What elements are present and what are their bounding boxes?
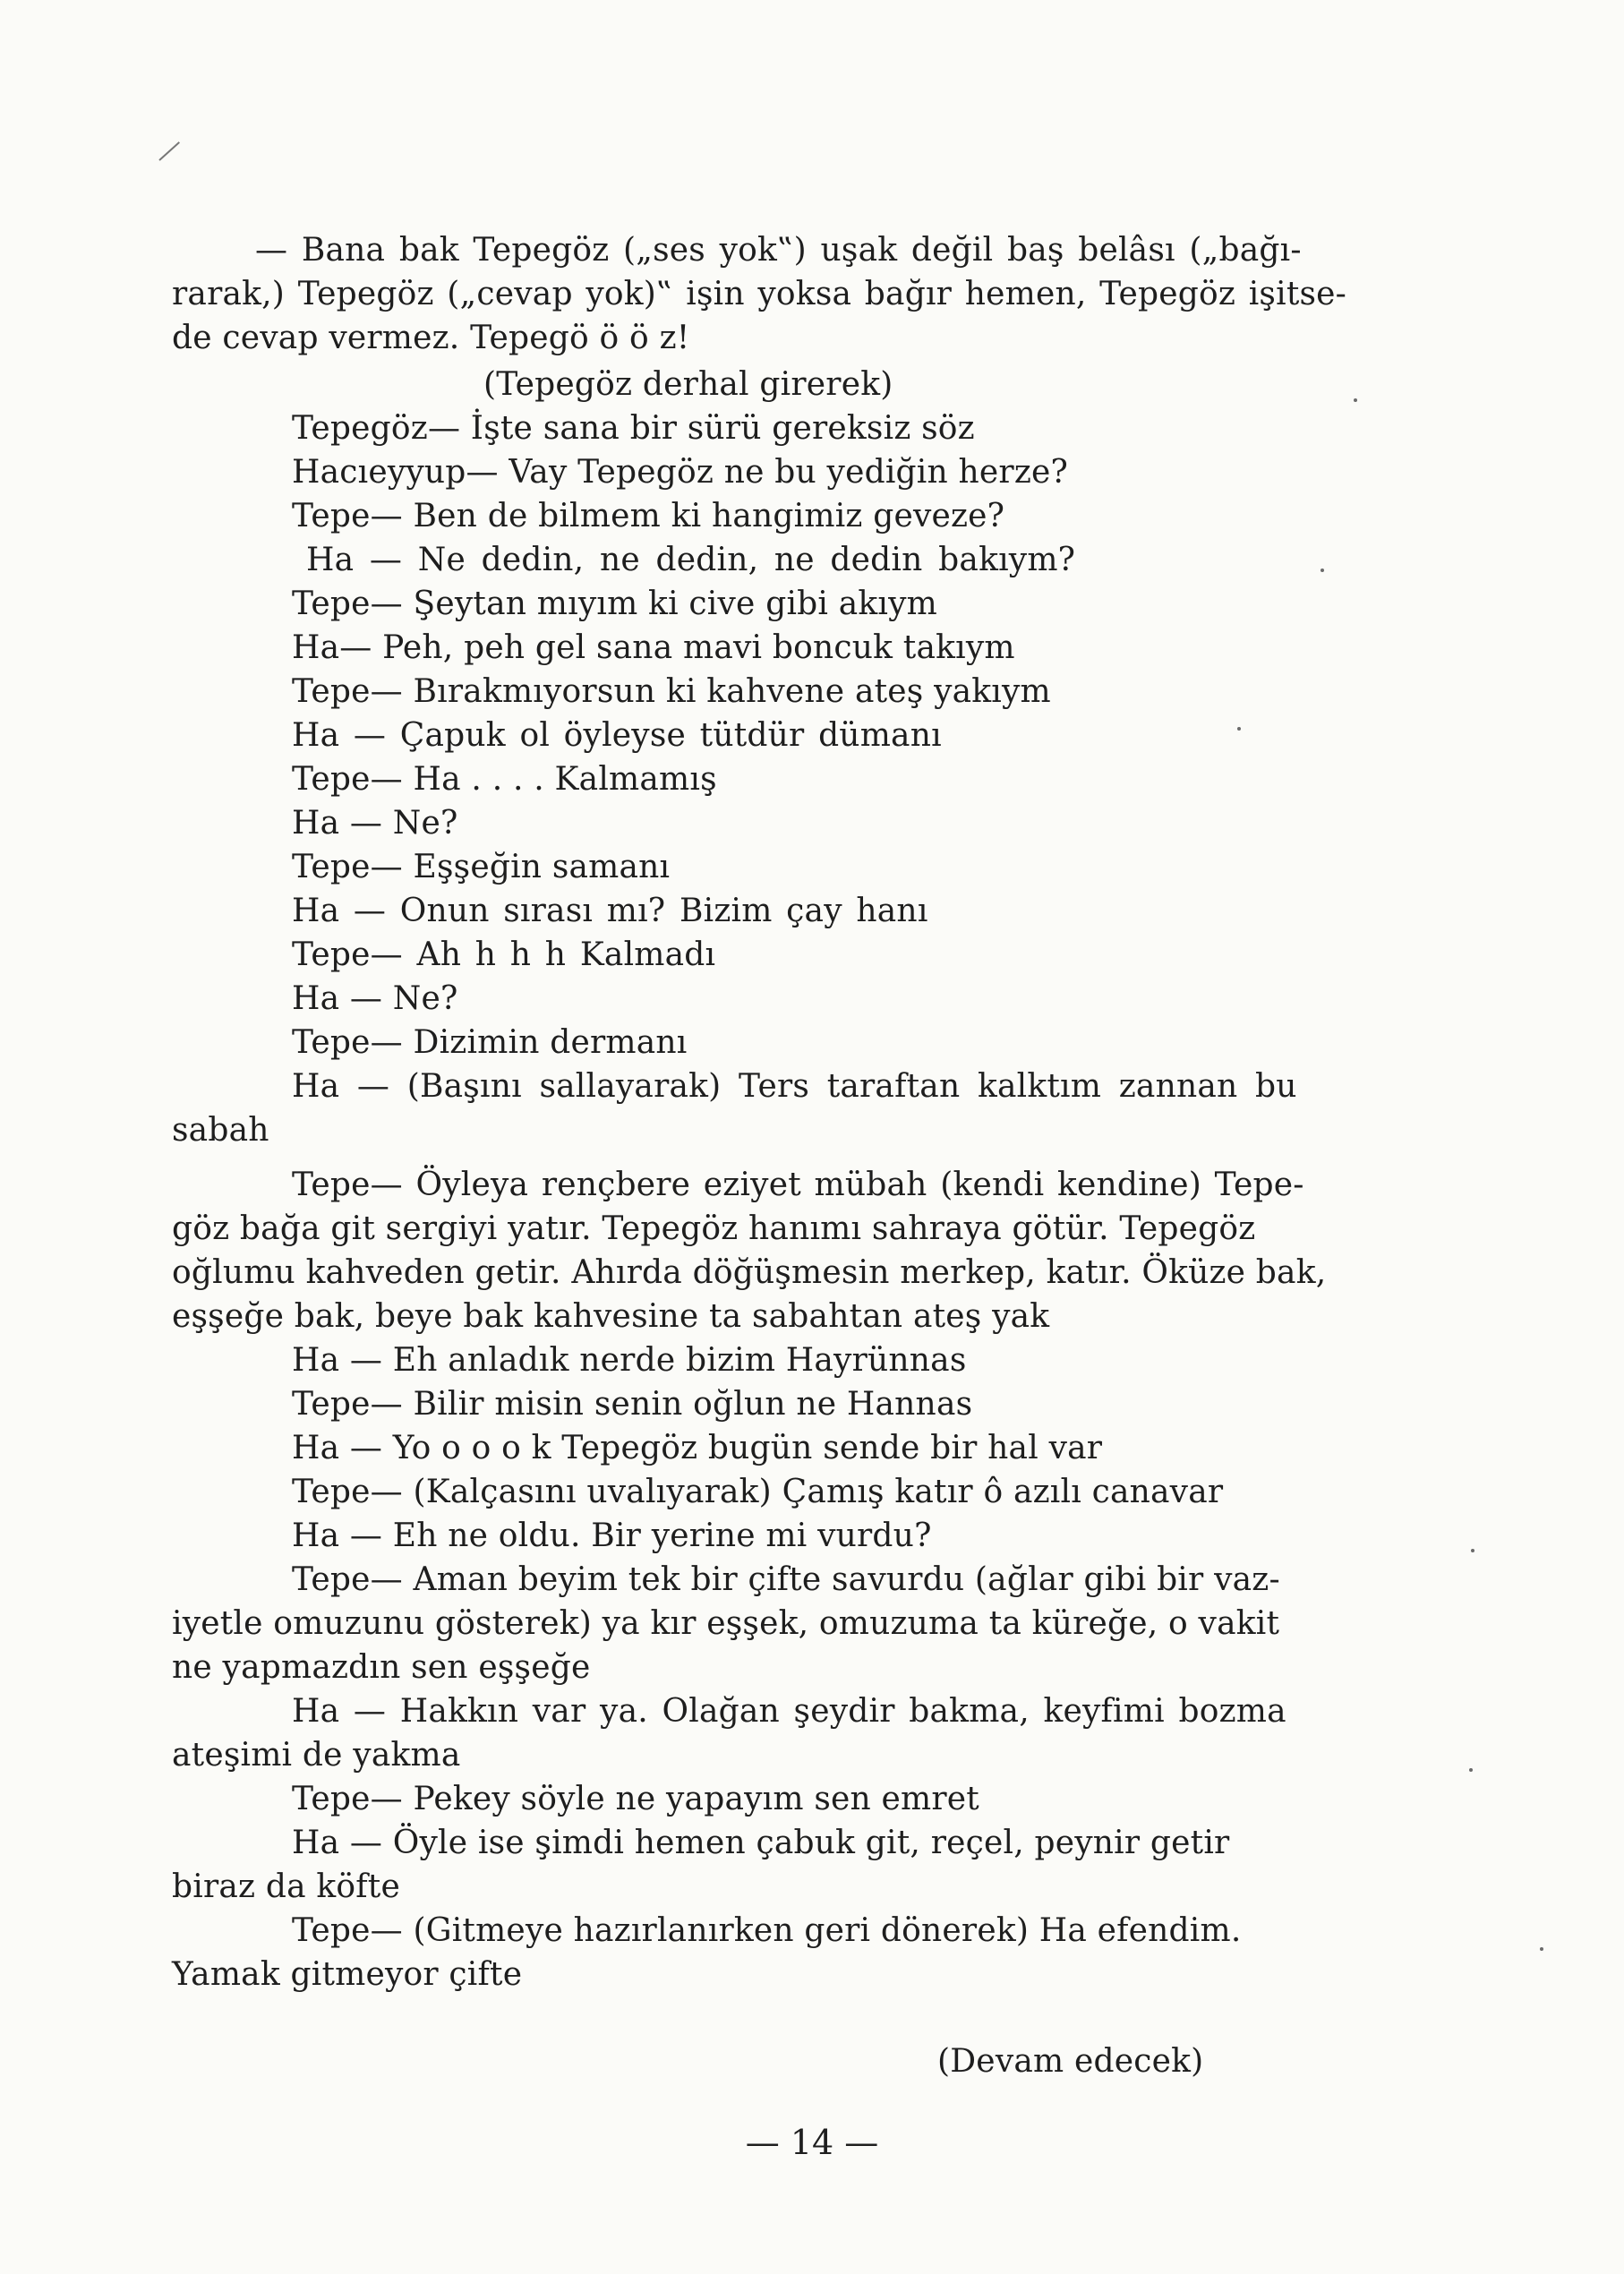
text-line: göz bağa git sergiyi yatır. Tepegöz hanımı sahraya götür. Tepegöz <box>172 1210 1256 1247</box>
text-line: ne yapmazdın sen eşşeğe <box>172 1649 591 1686</box>
dialogue-line: Tepe— Ha . . . . Kalmamış <box>292 761 717 798</box>
dialogue-line: Tepe— Aman beyim tek bir çifte savurdu (ağlar gibi bir vaz- <box>292 1561 1280 1598</box>
text-line: iyetle omuzunu gösterek) ya kır eşşek, omuzuma ta küreğe, o vakit <box>172 1605 1280 1642</box>
dialogue-line: Ha — Ne? <box>292 805 458 842</box>
text-line: sabah <box>172 1112 269 1149</box>
text-line: ateşimi de yakma <box>172 1737 461 1774</box>
dialogue-line: Ha — Hakkın var ya. Olağan şeydir bakma, keyfimi bozma <box>292 1693 1286 1730</box>
dialogue-line: Tepe— Bırakmıyorsun ki kahvene ateş yakıym <box>292 673 1051 710</box>
dialogue-line: Ha — (Başını sallayarak) Ters taraftan kalktım zannan bu <box>292 1068 1297 1105</box>
dialogue-line: Ha — Ne dedin, ne dedin, ne dedin bakıym? <box>306 542 1076 578</box>
pen-mark <box>158 141 180 161</box>
text-line: biraz da köfte <box>172 1868 400 1905</box>
dialogue-line: Tepe— Öyleya rençbere eziyet mübah (kendi kendine) Tepe- <box>292 1167 1304 1203</box>
text-line: eşşeğe bak, beye bak kahvesine ta sabahtan ateş yak <box>172 1298 1050 1335</box>
dialogue-line: Tepe— Ben de bilmem ki hangimiz geveze? <box>292 498 1005 534</box>
dialogue-line: Tepe— Eşşeğin samanı <box>292 849 671 885</box>
text-line: rarak,) Tepegöz („cevap yok)‟ işin yoksa bağır hemen, Tepegöz işitse- <box>172 276 1347 312</box>
text-line: — Bana bak Tepegöz („ses yok‟) uşak değil baş belâsı („bağı- <box>255 232 1302 269</box>
dialogue-line: Ha — Ne? <box>292 980 458 1017</box>
dialogue-line: Ha — Eh anladık nerde bizim Hayrünnas <box>292 1342 967 1379</box>
dialogue-line: Ha — Yo o o o k Tepegöz bugün sende bir hal var <box>292 1430 1103 1466</box>
ink-speck <box>1471 1549 1474 1552</box>
ink-speck <box>1540 1947 1543 1951</box>
continuation-note: (Devam edecek) <box>937 2043 1204 2080</box>
dialogue-line: Tepe— Ah h h h Kalmadı <box>292 936 716 973</box>
ink-speck <box>1354 398 1357 402</box>
dialogue-line: Tepe— Bilir misin senin oğlun ne Hannas <box>292 1386 973 1423</box>
dialogue-line: Ha — Eh ne oldu. Bir yerine mi vurdu? <box>292 1517 932 1554</box>
dialogue-line: Tepe— (Gitmeye hazırlanırken geri dönerek) Ha efendim. <box>292 1912 1242 1949</box>
dialogue-line: Tepegöz— İşte sana bir sürü gereksiz söz <box>292 410 975 447</box>
text-line: de cevap vermez. Tepegö ö ö z! <box>172 320 690 356</box>
dialogue-line: Ha— Peh, peh gel sana mavi boncuk takıym <box>292 629 1015 666</box>
text-line: Yamak gitmeyor çifte <box>172 1956 523 1993</box>
dialogue-line: Tepe— Şeytan mıyım ki cive gibi akıym <box>292 586 938 622</box>
dialogue-line: Hacıeyyup— Vay Tepegöz ne bu yediğin herze? <box>292 454 1068 491</box>
ink-speck <box>1321 568 1324 572</box>
dialogue-line: Ha — Onun sırası mı? Bizim çay hanı <box>292 893 928 929</box>
dialogue-line: Tepe— (Kalçasını uvalıyarak) Çamış katır ô azılı canavar <box>292 1474 1224 1510</box>
ink-speck <box>1469 1768 1473 1772</box>
dialogue-line: Tepe— Pekey söyle ne yapayım sen emret <box>292 1781 979 1817</box>
dialogue-line: Tepe— Dizimin dermanı <box>292 1024 688 1061</box>
dialogue-line: Ha — Öyle ise şimdi hemen çabuk git, reçel, peynir getir <box>292 1825 1230 1861</box>
dialogue-line: Ha — Çapuk ol öyleyse tütdür dümanı <box>292 717 942 754</box>
text-line: oğlumu kahveden getir. Ahırda döğüşmesin merkep, katır. Öküze bak, <box>172 1254 1327 1291</box>
ink-speck <box>1237 727 1241 731</box>
page-number: — 14 — <box>745 2123 879 2162</box>
stage-direction: (Tepegöz derhal girerek) <box>483 366 893 403</box>
